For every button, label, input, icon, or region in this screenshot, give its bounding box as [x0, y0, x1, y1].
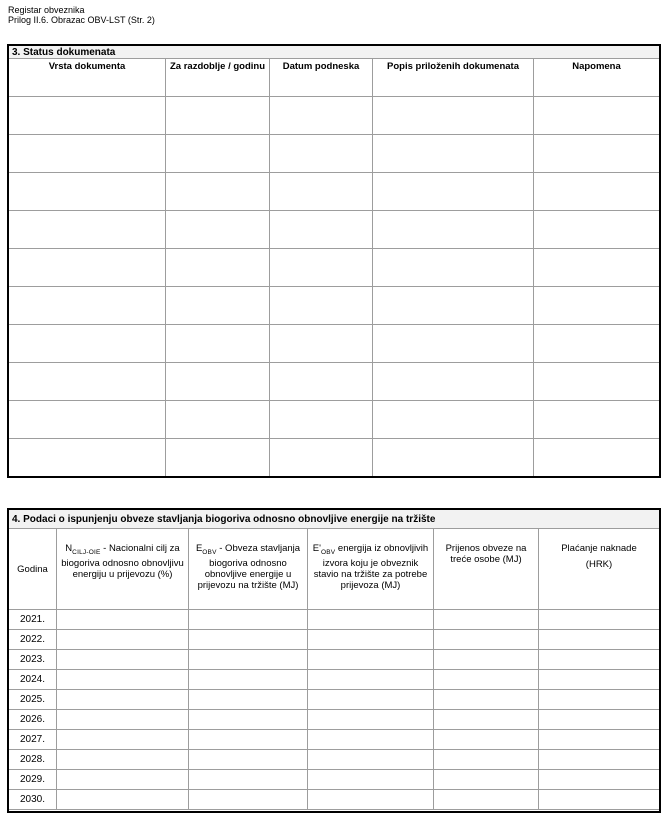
- data-cell: [189, 730, 308, 750]
- empty-cell: [166, 363, 270, 401]
- year-cell: 2027.: [9, 730, 57, 750]
- empty-cell: [373, 135, 534, 173]
- empty-cell: [373, 363, 534, 401]
- data-cell: [434, 770, 539, 790]
- empty-cell: [534, 439, 660, 477]
- data-cell: [57, 690, 189, 710]
- data-cell: [308, 670, 434, 690]
- data-cell: [539, 710, 660, 730]
- data-cell: [539, 630, 660, 650]
- empty-cell: [373, 439, 534, 477]
- data-cell: [434, 730, 539, 750]
- year-cell: 2030.: [9, 790, 57, 810]
- table-row: [9, 249, 660, 287]
- empty-cell: [166, 439, 270, 477]
- data-cell: [57, 710, 189, 730]
- empty-cell: [270, 211, 373, 249]
- empty-cell: [270, 97, 373, 135]
- table4-title: 4. Podaci o ispunjenju obveze stavljanja biogoriva odnosno obnovljive energije na tržište: [9, 510, 659, 529]
- empty-cell: [9, 97, 166, 135]
- empty-cell: [166, 135, 270, 173]
- empty-cell: [9, 401, 166, 439]
- empty-cell: [9, 287, 166, 325]
- table-row: [9, 710, 660, 730]
- data-cell: [308, 610, 434, 630]
- subscript-text: OBV: [320, 548, 336, 556]
- data-cell: [539, 690, 660, 710]
- empty-cell: [270, 249, 373, 287]
- data-cell: [434, 630, 539, 650]
- data-cell: [189, 630, 308, 650]
- data-cell: [539, 650, 660, 670]
- column-header-popis-dokumenata: Popis priloženih dokumenata: [373, 59, 534, 97]
- empty-cell: [534, 401, 660, 439]
- data-cell: [189, 710, 308, 730]
- empty-cell: [373, 173, 534, 211]
- empty-cell: [534, 173, 660, 211]
- subscript-text: CILJ-OIE: [72, 548, 101, 556]
- year-cell: 2023.: [9, 650, 57, 670]
- empty-cell: [534, 363, 660, 401]
- table-row: [9, 173, 660, 211]
- subscript-text: OBV: [202, 548, 217, 556]
- table-row: [9, 790, 660, 810]
- table-row: [9, 401, 660, 439]
- empty-cell: [9, 249, 166, 287]
- empty-cell: [534, 211, 660, 249]
- table-row: [9, 690, 660, 710]
- data-cell: [308, 650, 434, 670]
- empty-cell: [166, 173, 270, 211]
- empty-cell: [534, 249, 660, 287]
- data-cell: [434, 650, 539, 670]
- empty-cell: [9, 211, 166, 249]
- header-text-part: E': [312, 543, 321, 554]
- table-row: [9, 211, 660, 249]
- empty-cell: [373, 287, 534, 325]
- column-header-napomena: Napomena: [534, 59, 660, 97]
- table-row: [9, 750, 660, 770]
- table3-title: 3. Status dokumenata: [9, 46, 659, 59]
- data-cell: [434, 790, 539, 810]
- header-text-part: energija iz obnovljivih izvora koju je obveznik stavio na tržište za potrebe prijevoza (MJ): [313, 543, 429, 591]
- obveze-biogoriva-table: [7, 508, 661, 813]
- data-cell: [57, 670, 189, 690]
- empty-cell: [9, 325, 166, 363]
- empty-cell: [166, 325, 270, 363]
- data-cell: [434, 690, 539, 710]
- header-text-part: - Obveza stavljanja biogoriva odnosno obnovljive energije u prijevozu na tržište (MJ): [197, 543, 301, 591]
- data-cell: [57, 610, 189, 630]
- data-cell: [539, 730, 660, 750]
- data-cell: [57, 650, 189, 670]
- header-text: Godina: [17, 563, 48, 575]
- table-row: [9, 650, 660, 670]
- data-cell: [189, 750, 308, 770]
- document-subtitle: Prilog II.6. Obrazac OBV-LST (Str. 2): [8, 14, 155, 25]
- data-cell: [308, 770, 434, 790]
- table-row: [9, 363, 660, 401]
- column-header-vrsta-dokumenta: Vrsta dokumenta: [9, 59, 166, 97]
- empty-cell: [9, 135, 166, 173]
- column-header-e-obv: [189, 529, 308, 610]
- document-title: Registar obveznika: [8, 5, 85, 15]
- data-cell: [57, 750, 189, 770]
- empty-cell: [534, 97, 660, 135]
- header-unit: (HRK): [585, 559, 613, 570]
- data-cell: [189, 770, 308, 790]
- column-header-placanje-naknade: [539, 529, 660, 610]
- data-cell: [189, 790, 308, 810]
- year-cell: 2028.: [9, 750, 57, 770]
- empty-cell: [9, 363, 166, 401]
- table-row: [9, 770, 660, 790]
- data-cell: [434, 670, 539, 690]
- data-cell: [434, 710, 539, 730]
- empty-cell: [166, 211, 270, 249]
- table-row: [9, 287, 660, 325]
- empty-cell: [270, 363, 373, 401]
- table-row: [9, 730, 660, 750]
- column-header-za-razdoblje: Za razdoblje / godinu: [166, 59, 270, 97]
- header-text: Plaćanje naknade: [561, 543, 637, 554]
- column-header-prijenos-obveze: [434, 529, 539, 610]
- table4-header-row: [9, 529, 660, 610]
- table-row: [9, 610, 660, 630]
- data-cell: [57, 770, 189, 790]
- empty-cell: [166, 97, 270, 135]
- column-header-datum-podneska: Datum podneska: [270, 59, 373, 97]
- data-cell: [57, 630, 189, 650]
- empty-cell: [270, 173, 373, 211]
- data-cell: [539, 750, 660, 770]
- data-cell: [434, 610, 539, 630]
- empty-cell: [166, 249, 270, 287]
- header-text-part: - Nacionalni cilj za biogoriva odnosno obnovljivu energiju u prijevozu (%): [61, 543, 184, 580]
- empty-cell: [166, 287, 270, 325]
- table-row: [9, 630, 660, 650]
- empty-cell: [534, 325, 660, 363]
- empty-cell: [270, 287, 373, 325]
- data-cell: [189, 610, 308, 630]
- empty-cell: [166, 401, 270, 439]
- data-cell: [539, 790, 660, 810]
- header-text-part: N: [65, 543, 73, 554]
- data-cell: [308, 730, 434, 750]
- empty-cell: [9, 173, 166, 211]
- empty-cell: [373, 211, 534, 249]
- status-dokumenata-table: [7, 44, 661, 478]
- empty-cell: [270, 325, 373, 363]
- data-cell: [189, 690, 308, 710]
- data-cell: [539, 610, 660, 630]
- table-row: [9, 135, 660, 173]
- empty-cell: [9, 439, 166, 477]
- year-cell: 2026.: [9, 710, 57, 730]
- table-row: [9, 325, 660, 363]
- empty-cell: [270, 401, 373, 439]
- column-header-godina: [9, 529, 57, 610]
- table-row: [9, 97, 660, 135]
- empty-cell: [373, 249, 534, 287]
- year-cell: 2021.: [9, 610, 57, 630]
- data-cell: [434, 750, 539, 770]
- table-row: [9, 439, 660, 477]
- data-cell: [308, 750, 434, 770]
- column-header-n-cilj-oie: [57, 529, 189, 610]
- year-cell: 2022.: [9, 630, 57, 650]
- data-cell: [308, 790, 434, 810]
- page-header: [8, 6, 155, 25]
- empty-cell: [270, 135, 373, 173]
- data-cell: [189, 650, 308, 670]
- empty-cell: [373, 401, 534, 439]
- header-text: Prijenos obveze na treće osobe (MJ): [445, 543, 527, 565]
- data-cell: [308, 630, 434, 650]
- data-cell: [57, 730, 189, 750]
- table3-header-row: [9, 59, 660, 97]
- data-cell: [308, 710, 434, 730]
- column-header-e-obv-prime: [308, 529, 434, 610]
- header-text-part: E: [195, 543, 203, 554]
- data-cell: [539, 670, 660, 690]
- year-cell: 2029.: [9, 770, 57, 790]
- data-cell: [189, 670, 308, 690]
- empty-cell: [534, 287, 660, 325]
- year-cell: 2025.: [9, 690, 57, 710]
- empty-cell: [373, 97, 534, 135]
- data-cell: [308, 690, 434, 710]
- data-cell: [539, 770, 660, 790]
- empty-cell: [534, 135, 660, 173]
- data-cell: [57, 790, 189, 810]
- empty-cell: [270, 439, 373, 477]
- empty-cell: [373, 325, 534, 363]
- table-row: [9, 670, 660, 690]
- year-cell: 2024.: [9, 670, 57, 690]
